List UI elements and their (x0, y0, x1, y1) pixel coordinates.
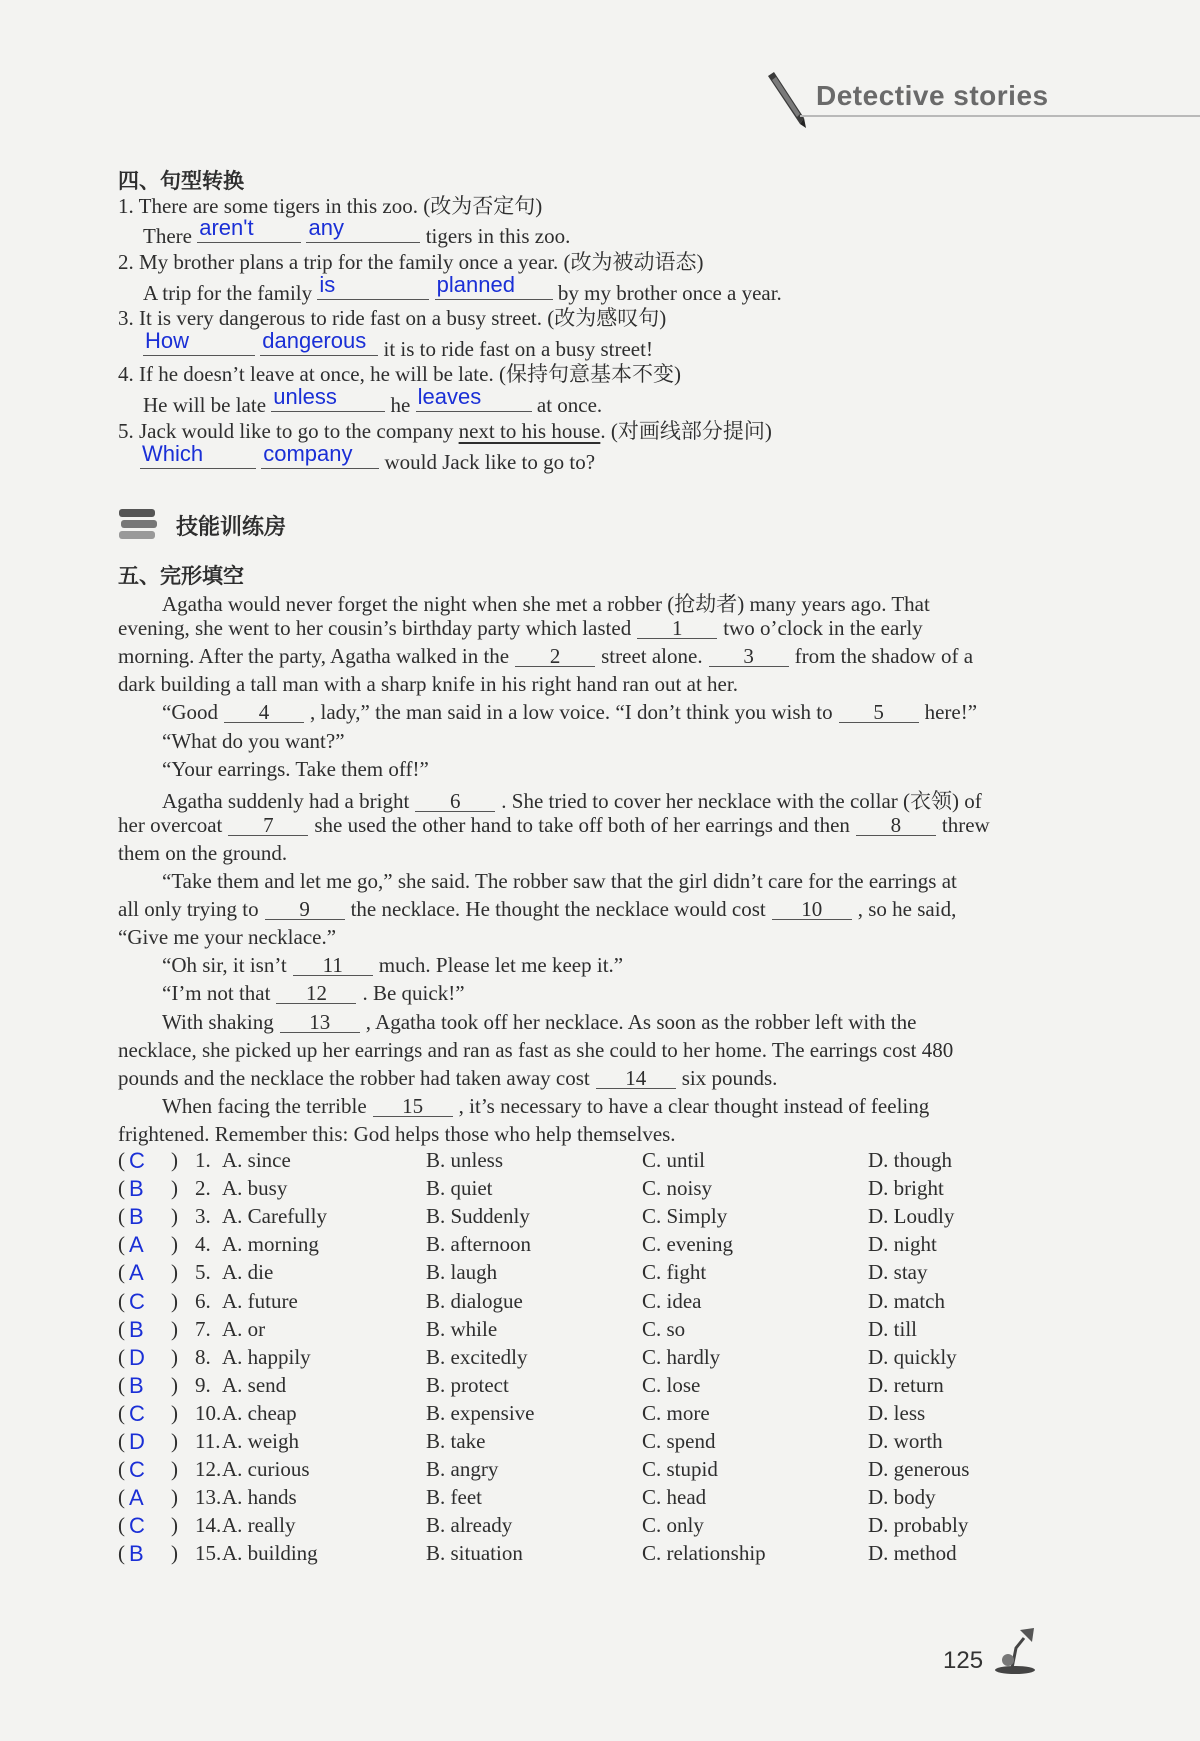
cloze-blank[interactable]: 15 (373, 1094, 453, 1117)
option-row (118, 1317, 1018, 1345)
option-d[interactable]: D. till (868, 1316, 918, 1341)
close-paren: ) (171, 1457, 178, 1482)
passage-text: Agatha would never forget the night when she met a robber (抢劫者) many years ago. That (162, 592, 930, 616)
open-paren: ( (118, 1513, 125, 1538)
option-row (118, 1373, 1018, 1401)
passage-text: morning. After the party, Agatha walked in the (118, 644, 510, 669)
passage-text: all only trying to (118, 897, 259, 922)
close-paren: ) (171, 1260, 178, 1285)
cloze-blank[interactable]: 11 (293, 953, 373, 976)
option-d[interactable]: D. generous (868, 1457, 970, 1482)
open-paren: ( (118, 1176, 125, 1201)
s4-a4-row: He will be late unless he leaves at once. (143, 384, 603, 417)
open-paren: ( (118, 1260, 125, 1285)
s4-a2-row: A trip for the family is planned by my brother once a year. (143, 272, 782, 305)
option-b[interactable]: B. feet (426, 1485, 482, 1510)
option-row (118, 1541, 1018, 1569)
chosen-answer[interactable]: C (129, 1288, 145, 1314)
open-paren: ( (118, 1429, 125, 1453)
answer-blank[interactable] (306, 215, 420, 243)
passage-text: street alone. (601, 644, 703, 669)
chosen-answer[interactable]: C (129, 1148, 145, 1173)
option-d[interactable]: D. though (868, 1148, 952, 1172)
option-a[interactable]: A. future (222, 1288, 298, 1313)
option-row (118, 1401, 1018, 1429)
passage-line (118, 672, 738, 697)
passage-line (118, 1122, 676, 1147)
passage-text: “I’m not that (162, 981, 271, 1006)
passage-text: them on the ground. (118, 840, 288, 865)
answer-text: planned (436, 272, 515, 297)
cloze-blank[interactable]: 5 (839, 700, 919, 723)
open-paren: ( (118, 1288, 125, 1313)
open-paren: ( (118, 1485, 125, 1510)
passage-text: dark building a tall man with a sharp knife in his right hand ran out at her. (118, 672, 738, 697)
passage-text: “Oh sir, it isn’t (162, 953, 287, 978)
close-paren: ) (171, 1316, 178, 1341)
s4-q3: 3. It is very dangerous to ride fast on a busy street. (改为感叹句) (118, 306, 667, 330)
option-row (118, 1289, 1018, 1317)
option-c[interactable]: C. idea (642, 1288, 702, 1313)
option-b[interactable]: B. angry (426, 1457, 499, 1482)
passage-text: she used the other hand to take off both of her earrings and then (314, 812, 850, 837)
s4-a1-row: There aren't any tigers in this zoo. (143, 215, 571, 248)
passage-text: , Agatha took off her necklace. As soon as the robber left with the (365, 1009, 917, 1034)
option-row (118, 1260, 1018, 1288)
close-paren: ) (171, 1204, 178, 1229)
option-b[interactable]: B. protect (426, 1372, 509, 1397)
passage-text: When facing the terrible (162, 1093, 367, 1118)
passage-line (162, 588, 930, 618)
passage-line (118, 644, 973, 669)
option-a[interactable]: A. weigh (222, 1429, 299, 1453)
passage-text: evening, she went to her cousin’s birthday party which lasted (118, 616, 632, 641)
close-paren: ) (171, 1485, 178, 1510)
option-d[interactable]: D. probably (868, 1513, 969, 1538)
passage-text: “What do you want?” (162, 728, 345, 753)
question-number: 15. (195, 1541, 222, 1566)
cloze-blank[interactable]: 14 (596, 1066, 676, 1089)
answer-blank[interactable] (416, 384, 532, 412)
cloze-blank[interactable]: 7 (228, 813, 308, 836)
question-number: 10. (195, 1400, 222, 1425)
question-number: 8. (195, 1344, 211, 1369)
chosen-answer[interactable]: D (129, 1344, 145, 1370)
option-a[interactable]: A. happily (222, 1344, 311, 1369)
passage-line (118, 1066, 777, 1091)
close-paren: ) (171, 1344, 178, 1369)
close-paren: ) (171, 1513, 178, 1538)
passage-text: “Good (162, 700, 218, 725)
answer-text: any (308, 215, 344, 240)
close-paren: ) (171, 1541, 178, 1566)
option-d[interactable]: D. body (868, 1485, 936, 1510)
passage-line (118, 616, 923, 641)
underlined-phrase: next to his house (458, 419, 601, 443)
question-number: 13. (195, 1485, 222, 1510)
passage-text: necklace, she picked up her earrings and ran as fast as she could to her home. The earrings cost 480 (118, 1037, 954, 1062)
answer-text: is (319, 272, 336, 297)
answer-blank[interactable] (260, 328, 378, 356)
close-paren: ) (171, 1148, 178, 1172)
cloze-blank[interactable]: 3 (709, 644, 789, 667)
s4-q2: 2. My brother plans a trip for the family once a year. (改为被动语态) (118, 250, 704, 274)
option-b[interactable]: B. already (426, 1513, 513, 1538)
option-c[interactable]: C. so (642, 1316, 686, 1341)
answer-blank[interactable] (197, 215, 301, 243)
passage-text: frightened. Remember this: God helps those who help themselves. (118, 1121, 676, 1146)
option-c[interactable]: C. fight (642, 1260, 707, 1285)
chosen-answer[interactable]: A (129, 1260, 144, 1286)
answer-text: unless (273, 384, 337, 409)
s4-a5-row: Which company would Jack like to go to? (142, 441, 596, 474)
option-d[interactable]: D. night (868, 1232, 937, 1257)
option-c[interactable]: C. until (642, 1148, 706, 1172)
question-number: 6. (195, 1288, 211, 1313)
option-a[interactable]: A. hands (222, 1485, 297, 1510)
option-d[interactable]: D. stay (868, 1260, 928, 1285)
option-c[interactable]: C. only (642, 1513, 704, 1538)
passage-text: two o’clock in the early (723, 616, 923, 641)
passage-line (162, 953, 623, 978)
question-number: 7. (195, 1316, 211, 1341)
close-paren: ) (171, 1232, 178, 1257)
passage-line (162, 869, 957, 894)
books-icon (117, 505, 159, 543)
cloze-blank[interactable]: 9 (265, 897, 345, 920)
option-b[interactable]: B. quiet (426, 1176, 493, 1201)
option-c[interactable]: C. head (642, 1485, 707, 1510)
option-d[interactable]: D. less (868, 1400, 926, 1425)
passage-text: six pounds. (681, 1065, 778, 1090)
page-number: 125 (943, 1647, 984, 1674)
passage-text: , so he said, (857, 897, 957, 922)
passage-line (118, 897, 956, 922)
chosen-answer[interactable]: D (129, 1429, 145, 1454)
option-b[interactable]: B. take (426, 1429, 486, 1453)
question-number: 3. (195, 1204, 211, 1229)
passage-line (118, 841, 287, 866)
question-number: 12. (195, 1457, 222, 1482)
option-b[interactable]: B. situation (426, 1541, 523, 1566)
lamp-mascot-icon (990, 1620, 1040, 1675)
open-paren: ( (118, 1232, 125, 1257)
answer-text: How (145, 328, 190, 353)
cloze-blank[interactable]: 10 (772, 897, 852, 920)
header-divider (800, 115, 1200, 117)
option-c[interactable]: C. relationship (642, 1541, 766, 1566)
skills-title: 技能训练房 (176, 515, 287, 540)
option-d[interactable]: D. worth (868, 1429, 943, 1453)
answer-blank[interactable] (140, 441, 256, 469)
passage-text: . She tried to cover her necklace with the collar (衣领) of (501, 788, 982, 813)
passage-text: , lady,” the man said in a low voice. “I don’t think you wish to (310, 700, 833, 725)
passage-text: . Be quick!” (362, 981, 465, 1006)
question-number: 14. (195, 1513, 222, 1538)
option-d[interactable]: D. quickly (868, 1344, 957, 1369)
question-number: 9. (195, 1372, 211, 1397)
answer-text: company (263, 441, 353, 466)
option-a[interactable]: A. send (222, 1372, 287, 1397)
passage-line (162, 757, 429, 782)
passage-line (118, 925, 336, 950)
option-b[interactable]: B. laugh (426, 1260, 498, 1285)
passage-line (118, 1038, 953, 1063)
close-paren: ) (171, 1400, 178, 1425)
option-c[interactable]: C. spend (642, 1429, 716, 1453)
s4-q1: 1. There are some tigers in this zoo. (改为否定句) (118, 194, 543, 218)
open-paren: ( (118, 1344, 125, 1369)
close-paren: ) (171, 1429, 178, 1453)
option-row (118, 1457, 1018, 1485)
chosen-answer[interactable]: B (129, 1541, 144, 1567)
pen-icon (760, 70, 810, 130)
chosen-answer[interactable]: B (129, 1176, 144, 1202)
question-number: 5. (195, 1260, 211, 1285)
open-paren: ( (118, 1148, 125, 1172)
passage-line (162, 700, 977, 725)
option-b[interactable]: B. expensive (426, 1400, 535, 1425)
answer-text: Which (142, 441, 204, 466)
cloze-blank[interactable]: 13 (280, 1010, 360, 1033)
option-row (118, 1148, 1018, 1176)
option-row (118, 1485, 1018, 1513)
option-c[interactable]: C. evening (642, 1232, 733, 1257)
question-number: 4. (195, 1232, 211, 1257)
passage-text: “Your earrings. Take them off!” (162, 756, 429, 781)
option-c[interactable]: C. Simply (642, 1204, 728, 1229)
passage-text: the necklace. He thought the necklace would cost (350, 897, 766, 922)
open-paren: ( (118, 1541, 125, 1566)
section4-heading: 四、句型转换 (118, 169, 244, 193)
question-number: 2. (195, 1176, 211, 1201)
cloze-blank[interactable]: 2 (515, 644, 595, 667)
option-row (118, 1429, 1018, 1457)
chosen-answer[interactable]: A (129, 1232, 144, 1258)
open-paren: ( (118, 1204, 125, 1229)
option-c[interactable]: C. lose (642, 1372, 701, 1397)
option-b[interactable]: B. unless (426, 1148, 504, 1172)
option-a[interactable]: A. curious (222, 1457, 310, 1482)
chosen-answer[interactable]: B (129, 1316, 144, 1342)
passage-line (162, 1094, 929, 1119)
option-c[interactable]: C. stupid (642, 1457, 718, 1482)
open-paren: ( (118, 1400, 125, 1425)
answer-blank[interactable] (143, 328, 255, 356)
close-paren: ) (171, 1176, 178, 1201)
option-d[interactable]: D. Loudly (868, 1204, 955, 1229)
cloze-blank[interactable]: 6 (415, 789, 495, 812)
chosen-answer[interactable]: A (129, 1485, 144, 1511)
cloze-blank[interactable]: 4 (224, 700, 304, 723)
chosen-answer[interactable]: C (129, 1400, 145, 1426)
chapter-title: Detective stories (816, 80, 1049, 111)
option-c[interactable]: C. noisy (642, 1176, 713, 1201)
option-a[interactable]: A. busy (222, 1176, 288, 1201)
answer-blank[interactable] (317, 272, 429, 300)
option-d[interactable]: D. method (868, 1541, 957, 1566)
option-row (118, 1232, 1018, 1260)
answer-blank[interactable] (261, 441, 379, 469)
option-a[interactable]: A. Carefully (222, 1204, 327, 1229)
close-paren: ) (171, 1288, 178, 1313)
option-a[interactable]: A. since (222, 1148, 291, 1172)
option-c[interactable]: C. more (642, 1400, 710, 1425)
chosen-answer[interactable]: C (129, 1513, 145, 1539)
section5-heading: 五、完形填空 (118, 564, 244, 588)
option-a[interactable]: A. really (222, 1513, 296, 1538)
option-d[interactable]: D. bright (868, 1176, 944, 1201)
passage-text: from the shadow of a (794, 644, 974, 669)
s4-q4: 4. If he doesn’t leave at once, he will be late. (保持句意基本不变) (118, 362, 681, 386)
passage-line (118, 813, 990, 838)
close-paren: ) (171, 1372, 178, 1397)
option-b[interactable]: B. while (426, 1316, 498, 1341)
open-paren: ( (118, 1457, 125, 1482)
passage-text: , it’s necessary to have a clear thought instead of feeling (458, 1093, 930, 1118)
answer-blank[interactable] (271, 384, 385, 412)
s4-a3-row: How dangerous it is to ride fast on a busy street! (145, 328, 653, 361)
answer-text: aren't (199, 215, 254, 240)
option-row (118, 1204, 1018, 1232)
question-number: 1. (195, 1148, 211, 1172)
option-a[interactable]: A. cheap (222, 1400, 297, 1425)
chosen-answer[interactable]: B (129, 1372, 144, 1398)
answer-blank[interactable] (435, 272, 553, 300)
option-a[interactable]: A. or (222, 1316, 266, 1341)
passage-line (162, 729, 345, 754)
cloze-blank[interactable]: 12 (276, 981, 356, 1004)
passage-text: her overcoat (118, 812, 223, 837)
option-b[interactable]: B. afternoon (426, 1232, 531, 1257)
chosen-answer[interactable]: C (129, 1457, 145, 1483)
option-b[interactable]: B. excitedly (426, 1344, 528, 1369)
open-paren: ( (118, 1372, 125, 1397)
passage-text: With shaking (162, 1009, 274, 1034)
passage-line (162, 785, 982, 815)
passage-text: pounds and the necklace the robber had taken away cost (118, 1065, 590, 1090)
passage-text: “Give me your necklace.” (118, 925, 337, 950)
option-d[interactable]: D. return (868, 1372, 944, 1397)
option-a[interactable]: A. building (222, 1541, 318, 1566)
cloze-blank[interactable]: 1 (637, 616, 717, 639)
chosen-answer[interactable]: B (129, 1204, 144, 1230)
question-number: 11. (195, 1429, 221, 1453)
passage-text: threw (941, 812, 990, 837)
option-d[interactable]: D. match (868, 1288, 945, 1313)
cloze-blank[interactable]: 8 (856, 813, 936, 836)
passage-line (162, 981, 465, 1006)
option-c[interactable]: C. hardly (642, 1344, 721, 1369)
option-b[interactable]: B. Suddenly (426, 1204, 530, 1229)
passage-text: here!” (924, 700, 978, 725)
option-b[interactable]: B. dialogue (426, 1288, 523, 1313)
answer-text: leaves (417, 384, 482, 409)
option-a[interactable]: A. morning (222, 1232, 319, 1257)
passage-text: Agatha suddenly had a bright (162, 788, 410, 813)
option-row (118, 1513, 1018, 1541)
option-row (118, 1345, 1018, 1373)
passage-text: much. Please let me keep it.” (378, 953, 624, 978)
s4-q5: 5. Jack would like to go to the company next to his house. (对画线部分提问) (118, 419, 772, 443)
answer-text: dangerous (262, 328, 367, 353)
option-row (118, 1176, 1018, 1204)
option-a[interactable]: A. die (222, 1260, 274, 1285)
passage-text: “Take them and let me go,” she said. The robber saw that the girl didn’t care for the earrings at (162, 869, 957, 893)
open-paren: ( (118, 1316, 125, 1341)
passage-line (162, 1010, 916, 1035)
